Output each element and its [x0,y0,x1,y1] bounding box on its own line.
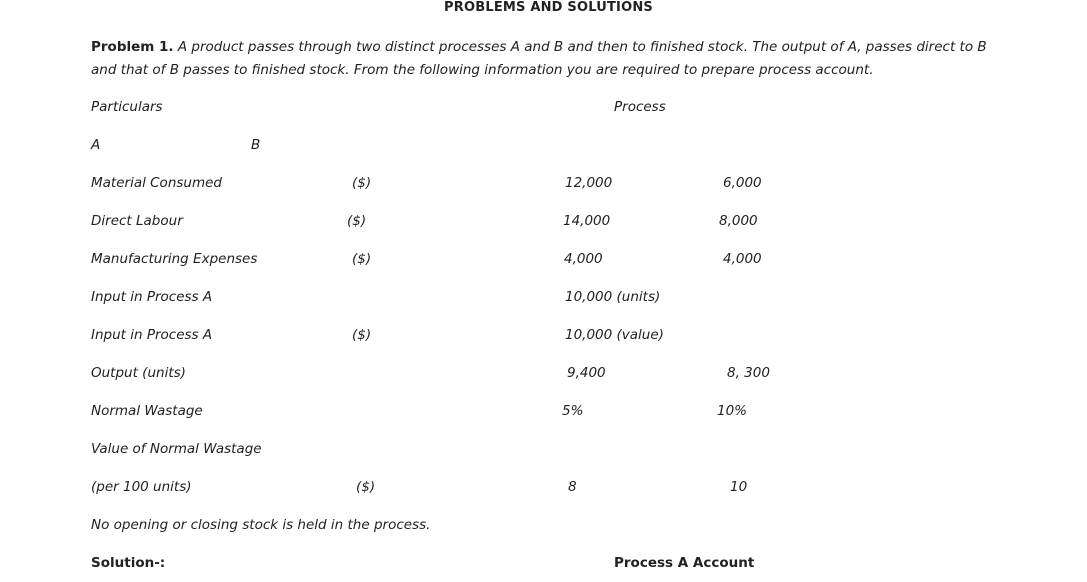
row-unit: ($) [352,327,372,343]
stock-note: No opening or closing stock is held in the process. [91,517,431,533]
problem-lead: Problem 1. [91,39,174,55]
problem-text: A product passes through two distinct processes A and B and then to finished stock. The output of A, passes direct to B and that of B passes to finished stock. From the following information you are required to prepare process account. [91,39,987,78]
row-label: (per 100 units) [91,479,192,495]
row-value-a: 10,000 (units) [565,289,661,305]
row-value-a: 5% [562,403,584,419]
row-value-a: 8 [568,479,577,495]
row-value-b: 4,000 [723,251,762,267]
row-unit: ($) [352,251,372,267]
header-particulars: Particulars [91,99,163,115]
header-process: Process [614,99,666,115]
row-value-b: 8,000 [719,213,758,229]
row-value-b: 10% [717,403,748,419]
row-label: Output (units) [91,365,186,381]
row-value-b: 10 [730,479,748,495]
subheader-a: A [91,137,101,153]
account-title: Process A Account [614,555,755,571]
row-value-a: 14,000 [563,213,611,229]
solution-label: Solution-: [91,555,166,571]
problem-statement [91,36,1011,82]
row-label: Direct Labour [91,213,183,229]
row-label: Input in Process A [91,327,213,343]
subheader-b: B [251,137,261,153]
row-label: Manufacturing Expenses [91,251,258,267]
row-value-b: 6,000 [723,175,762,191]
row-value-a: 12,000 [565,175,613,191]
row-value-a: 10,000 (value) [565,327,664,343]
page-heading: PROBLEMS AND SOLUTIONS [444,0,653,15]
row-unit: ($) [347,213,367,229]
row-value-a: 9,400 [567,365,606,381]
row-unit: ($) [352,175,372,191]
row-label: Normal Wastage [91,403,203,419]
row-label: Value of Normal Wastage [91,441,262,457]
row-label: Material Consumed [91,175,222,191]
row-label: Input in Process A [91,289,213,305]
row-value-b: 8, 300 [727,365,770,381]
row-value-a: 4,000 [564,251,603,267]
row-unit: ($) [356,479,376,495]
